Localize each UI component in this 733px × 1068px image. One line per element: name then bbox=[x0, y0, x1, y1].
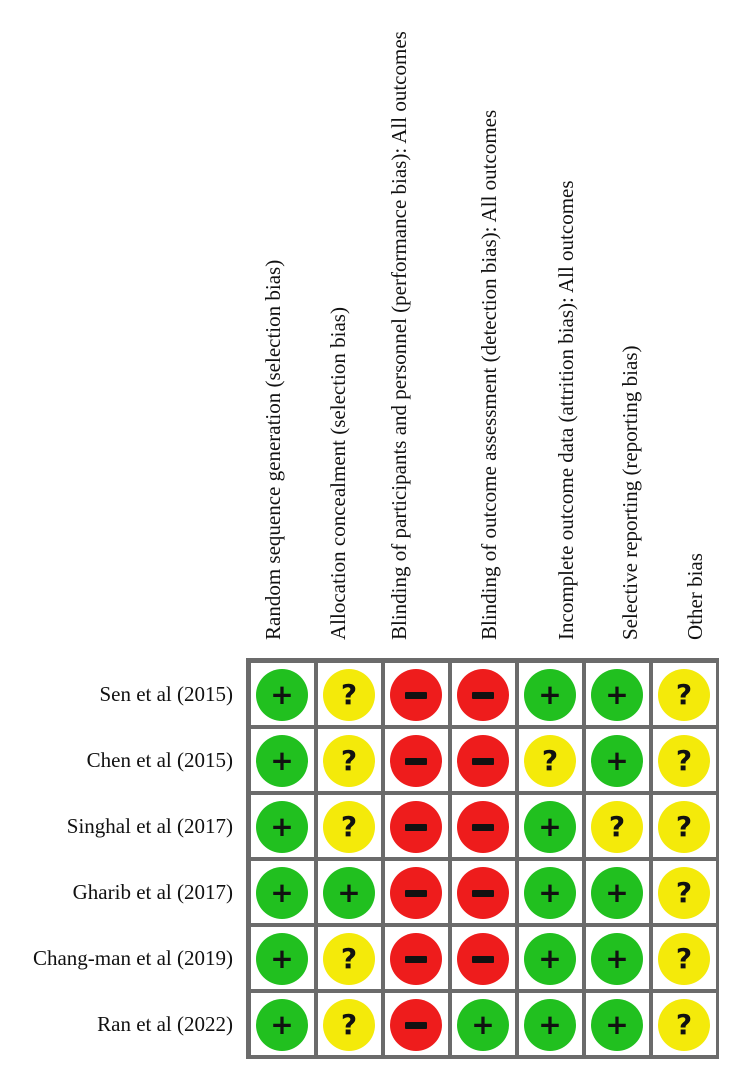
column-header-label: Allocation concealment (selection bias) bbox=[326, 307, 350, 640]
column-header-label: Incomplete outcome data (attrition bias): All outcomes bbox=[554, 180, 578, 640]
unclear-risk-icon bbox=[658, 999, 710, 1051]
study-label: Chang-man et al (2019) bbox=[32, 945, 233, 970]
question-symbol: ? bbox=[608, 810, 626, 843]
study-label: Sen et al (2015) bbox=[99, 681, 233, 706]
grid-cell bbox=[383, 661, 450, 727]
low-risk-icon bbox=[457, 999, 509, 1051]
low-risk-icon bbox=[256, 867, 308, 919]
low-risk-icon bbox=[591, 867, 643, 919]
plus-symbol: + bbox=[337, 876, 361, 909]
plus-symbol: + bbox=[270, 678, 294, 711]
plus-symbol: + bbox=[538, 942, 562, 975]
high-risk-icon bbox=[457, 933, 509, 985]
plus-symbol: + bbox=[605, 744, 629, 777]
minus-symbol bbox=[405, 1022, 427, 1029]
low-risk-icon bbox=[256, 801, 308, 853]
grid-cell bbox=[517, 991, 584, 1057]
plus-symbol: + bbox=[538, 1008, 562, 1041]
unclear-risk-icon bbox=[658, 669, 710, 721]
column-header-label: Random sequence generation (selection bias) bbox=[261, 259, 285, 640]
low-risk-icon bbox=[256, 669, 308, 721]
high-risk-icon bbox=[457, 867, 509, 919]
grid-cell bbox=[651, 991, 718, 1057]
grid-cell bbox=[316, 793, 383, 859]
grid-cell bbox=[316, 859, 383, 925]
high-risk-icon bbox=[457, 801, 509, 853]
unclear-risk-icon bbox=[658, 867, 710, 919]
low-risk-icon bbox=[524, 933, 576, 985]
low-risk-icon bbox=[524, 669, 576, 721]
plus-symbol: + bbox=[605, 678, 629, 711]
low-risk-icon bbox=[524, 999, 576, 1051]
grid-cell bbox=[450, 661, 517, 727]
grid-cell bbox=[249, 727, 316, 793]
plus-symbol: + bbox=[538, 876, 562, 909]
grid-cell bbox=[450, 727, 517, 793]
question-symbol: ? bbox=[340, 942, 358, 975]
unclear-risk-icon bbox=[591, 801, 643, 853]
grid-cell bbox=[249, 793, 316, 859]
unclear-risk-icon bbox=[658, 801, 710, 853]
grid-cell bbox=[383, 991, 450, 1057]
high-risk-icon bbox=[390, 867, 442, 919]
grid-cell bbox=[249, 991, 316, 1057]
low-risk-icon bbox=[591, 999, 643, 1051]
low-risk-icon bbox=[591, 933, 643, 985]
grid-cell bbox=[517, 859, 584, 925]
plus-symbol: + bbox=[270, 876, 294, 909]
grid-cell bbox=[450, 859, 517, 925]
grid-cell bbox=[517, 925, 584, 991]
low-risk-icon bbox=[524, 801, 576, 853]
question-symbol: ? bbox=[675, 678, 693, 711]
unclear-risk-icon bbox=[323, 999, 375, 1051]
question-symbol: ? bbox=[340, 678, 358, 711]
minus-symbol bbox=[472, 824, 494, 831]
plus-symbol: + bbox=[270, 810, 294, 843]
minus-symbol bbox=[405, 956, 427, 963]
column-header-label: Blinding of outcome assessment (detection bias): All outcomes bbox=[477, 109, 501, 640]
grid-cell bbox=[651, 925, 718, 991]
grid-cell bbox=[584, 991, 651, 1057]
grid-cell bbox=[316, 925, 383, 991]
plus-symbol: + bbox=[605, 1008, 629, 1041]
grid-cell bbox=[584, 925, 651, 991]
grid-cell bbox=[517, 661, 584, 727]
unclear-risk-icon bbox=[524, 735, 576, 787]
question-symbol: ? bbox=[340, 1008, 358, 1041]
grid-cell bbox=[383, 859, 450, 925]
high-risk-icon bbox=[457, 735, 509, 787]
unclear-risk-icon bbox=[323, 801, 375, 853]
grid-cell bbox=[651, 793, 718, 859]
question-symbol: ? bbox=[340, 810, 358, 843]
low-risk-icon bbox=[256, 933, 308, 985]
minus-symbol bbox=[472, 956, 494, 963]
risk-of-bias-grid bbox=[246, 658, 719, 1059]
study-label: Ran et al (2022) bbox=[97, 1011, 233, 1036]
minus-symbol bbox=[472, 758, 494, 765]
plus-symbol: + bbox=[270, 1008, 294, 1041]
minus-symbol bbox=[472, 692, 494, 699]
grid-cell bbox=[584, 727, 651, 793]
grid-cell bbox=[651, 859, 718, 925]
grid-cell bbox=[584, 661, 651, 727]
minus-symbol bbox=[472, 890, 494, 897]
grid-cell bbox=[450, 793, 517, 859]
low-risk-icon bbox=[256, 735, 308, 787]
grid-cell bbox=[584, 859, 651, 925]
grid-cell bbox=[316, 661, 383, 727]
grid-cell bbox=[584, 793, 651, 859]
grid-cell bbox=[383, 925, 450, 991]
low-risk-icon bbox=[591, 735, 643, 787]
grid-cell bbox=[651, 661, 718, 727]
plus-symbol: + bbox=[538, 678, 562, 711]
plus-symbol: + bbox=[605, 876, 629, 909]
plus-symbol: + bbox=[270, 744, 294, 777]
study-label: Gharib et al (2017) bbox=[72, 879, 233, 904]
high-risk-icon bbox=[457, 669, 509, 721]
minus-symbol bbox=[405, 890, 427, 897]
question-symbol: ? bbox=[675, 942, 693, 975]
grid-cell bbox=[249, 925, 316, 991]
question-symbol: ? bbox=[541, 744, 559, 777]
unclear-risk-icon bbox=[658, 735, 710, 787]
unclear-risk-icon bbox=[323, 669, 375, 721]
unclear-risk-icon bbox=[323, 933, 375, 985]
grid-cell bbox=[249, 661, 316, 727]
grid-cell bbox=[316, 727, 383, 793]
low-risk-icon bbox=[524, 867, 576, 919]
question-symbol: ? bbox=[675, 1008, 693, 1041]
column-header-label: Other bias bbox=[683, 553, 707, 640]
plus-symbol: + bbox=[605, 942, 629, 975]
grid-cell bbox=[517, 727, 584, 793]
high-risk-icon bbox=[390, 669, 442, 721]
low-risk-icon bbox=[591, 669, 643, 721]
column-header-label: Blinding of participants and personnel (performance bias): All outcomes bbox=[387, 31, 411, 640]
high-risk-icon bbox=[390, 735, 442, 787]
low-risk-icon bbox=[323, 867, 375, 919]
minus-symbol bbox=[405, 692, 427, 699]
grid-cell bbox=[383, 727, 450, 793]
grid-cell bbox=[316, 991, 383, 1057]
grid-cell bbox=[651, 727, 718, 793]
plus-symbol: + bbox=[471, 1008, 495, 1041]
unclear-risk-icon bbox=[658, 933, 710, 985]
grid-cell bbox=[249, 859, 316, 925]
question-symbol: ? bbox=[675, 876, 693, 909]
low-risk-icon bbox=[256, 999, 308, 1051]
grid-cell bbox=[450, 991, 517, 1057]
grid-cell bbox=[450, 925, 517, 991]
high-risk-icon bbox=[390, 801, 442, 853]
column-header-label: Selective reporting (reporting bias) bbox=[618, 345, 642, 640]
question-symbol: ? bbox=[675, 810, 693, 843]
study-label: Chen et al (2015) bbox=[86, 747, 233, 772]
question-symbol: ? bbox=[675, 744, 693, 777]
plus-symbol: + bbox=[538, 810, 562, 843]
minus-symbol bbox=[405, 824, 427, 831]
grid-cell bbox=[383, 793, 450, 859]
grid-cell bbox=[517, 793, 584, 859]
minus-symbol bbox=[405, 758, 427, 765]
plus-symbol: + bbox=[270, 942, 294, 975]
study-label: Singhal et al (2017) bbox=[66, 813, 233, 838]
unclear-risk-icon bbox=[323, 735, 375, 787]
high-risk-icon bbox=[390, 933, 442, 985]
question-symbol: ? bbox=[340, 744, 358, 777]
high-risk-icon bbox=[390, 999, 442, 1051]
